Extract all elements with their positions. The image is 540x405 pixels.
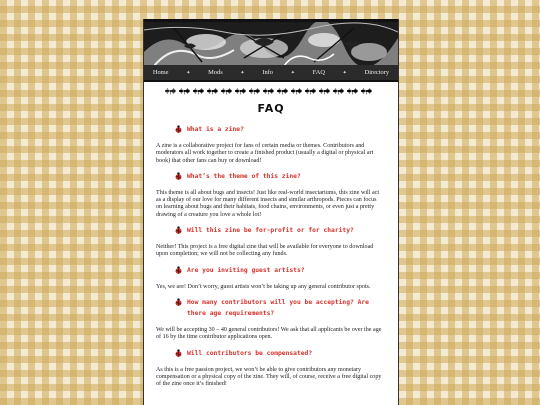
faq-question — [175, 124, 384, 135]
ladybug-icon — [175, 226, 182, 234]
ant-border-divider — [164, 87, 378, 95]
faq-answer: A zine is a collaborative project for fans of certain media or themes. Contributors and moderators all work together to create a finished product (usually a digital or physical art book) that other fans can buy or download! — [156, 143, 374, 164]
page-title: FAQ — [257, 102, 285, 115]
nav-mods[interactable]: Mods — [208, 69, 223, 76]
ladybug-icon — [175, 349, 182, 357]
nav-home[interactable]: Home — [152, 69, 169, 76]
faq-answer: Neither! This project is a free digital zine that will be available for everyone to download upon completion; we will not be collecting any funds. — [156, 244, 374, 258]
ladybug-icon — [175, 125, 182, 133]
faq-question — [175, 171, 384, 182]
faq-answer: We will be accepting 30 – 40 general contributors! We ask that all applicants be over the age of 16 by the time contributor applications open. — [156, 326, 382, 341]
nav-faq[interactable]: FAQ — [312, 69, 325, 76]
nav-separator: ✦ — [186, 70, 191, 76]
faq-question — [175, 265, 384, 276]
nav-separator: ✦ — [290, 70, 295, 76]
faq-question-text: Are you inviting guest artists? — [187, 266, 305, 274]
faq-question-text: Will contributors be compensated? — [187, 349, 313, 357]
nav-directory[interactable]: Directory — [364, 69, 390, 76]
nav-info[interactable]: Info — [262, 69, 273, 76]
faq-answer: Yes, we are! Don’t worry, guest artists won’t be taking up any general contributor spots. — [156, 283, 371, 290]
faq-question-text: How many contributors will you be accepting? Are there age requirements? — [187, 298, 369, 317]
insect-illustration-banner — [144, 22, 398, 68]
page-container — [143, 19, 399, 405]
faq-answer: This theme is all about bugs and insects! Just like real-world insectariums, this zine will act as a display of our love for many different insects and similar arthropods. Pieces can focus on learning about bugs and their habitats, food chains, environments, or even just a pretty drawing of a creature you love a whole lot! — [156, 189, 380, 218]
faq-question — [175, 297, 384, 319]
faq-answer: As this is a free passion project, we won’t be able to give contributors any monetary compensation or a physical copy of the zine. They will, of course, receive a free digital copy of the zine once it’s finished! — [156, 366, 382, 388]
faq-list — [156, 122, 384, 388]
nav-separator: ✦ — [342, 70, 347, 76]
faq-question — [175, 225, 384, 236]
faq-question-text: Will this zine be for-profit or for charity? — [187, 227, 354, 235]
header-banner — [144, 19, 398, 68]
faq-question-text: What is a zine? — [187, 126, 244, 133]
faq-question — [175, 348, 384, 359]
faq-question-text: What’s the theme of this zine? — [187, 172, 301, 180]
main-nav — [144, 65, 398, 82]
ladybug-icon — [175, 172, 182, 180]
nav-separator: ✦ — [240, 70, 245, 76]
ladybug-icon — [175, 266, 182, 274]
ladybug-icon — [175, 298, 182, 306]
